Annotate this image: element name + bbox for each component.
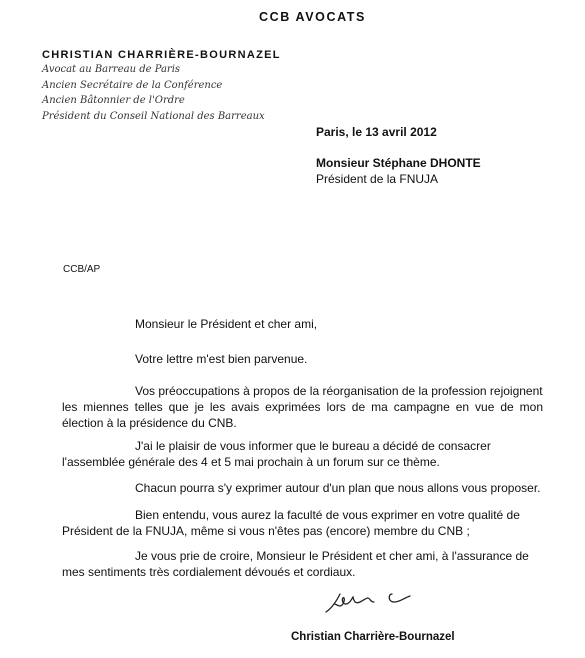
paragraph-lead: Je vous prie de croire, Monsieur le Président et cher ami, à l'assurance de: [135, 549, 529, 563]
author-title: Ancien Secrétaire de la Conférence: [42, 79, 223, 91]
paragraph-lead: Bien entendu, vous aurez la faculté de vous exprimer en votre qualité de: [135, 508, 520, 522]
paragraph-rest: mes sentiments très cordialement dévoués et cordiaux.: [62, 565, 356, 579]
author-title: Avocat au Barreau de Paris: [42, 64, 181, 75]
recipient-title: Président de la FNUJA: [316, 172, 439, 186]
author-title: Président du Conseil National des Barreaux: [42, 110, 265, 122]
dateline: Paris, le 13 avril 2012: [316, 125, 437, 139]
handwritten-signature: [320, 580, 420, 620]
signatory-name: Christian Charrière-Bournazel: [291, 631, 455, 643]
paragraph-rest: les miennes telles que je les avais exprimées lors de ma campagne en vue de mon élection à la présidence du CNB.: [62, 400, 543, 430]
reference: CCB/AP: [63, 264, 101, 275]
author-name: CHRISTIAN CHARRIÈRE-BOURNAZEL: [42, 49, 281, 61]
paragraph: [62, 507, 543, 539]
paragraph-lead: Vos préoccupations à propos de la réorganisation de la profession rejoignent: [135, 384, 543, 398]
recipient-name: Monsieur Stéphane DHONTE: [316, 156, 481, 170]
paragraph: [62, 438, 543, 470]
recipient-block: [316, 155, 481, 187]
firm-name: CCB AVOCATS: [259, 10, 366, 24]
paragraph: [62, 383, 543, 431]
paragraph-lead: J'ai le plaisir de vous informer que le bureau a décidé de consacrer: [135, 439, 491, 453]
paragraph-rest: Président de la FNUJA, même si vous n'êtes pas (encore) membre du CNB ;: [62, 524, 470, 538]
paragraph: Votre lettre m'est bien parvenue.: [135, 352, 308, 366]
salutation: Monsieur le Président et cher ami,: [135, 317, 318, 331]
author-title: Ancien Bâtonnier de l'Ordre: [42, 95, 185, 107]
author-titles: [42, 62, 265, 124]
paragraph: Chacun pourra s'y exprimer autour d'un plan que nous allons vous proposer.: [135, 481, 541, 495]
paragraph-rest: l'assemblée générale des 4 et 5 mai prochain à un forum sur ce thème.: [62, 455, 440, 469]
paragraph: [62, 548, 543, 580]
